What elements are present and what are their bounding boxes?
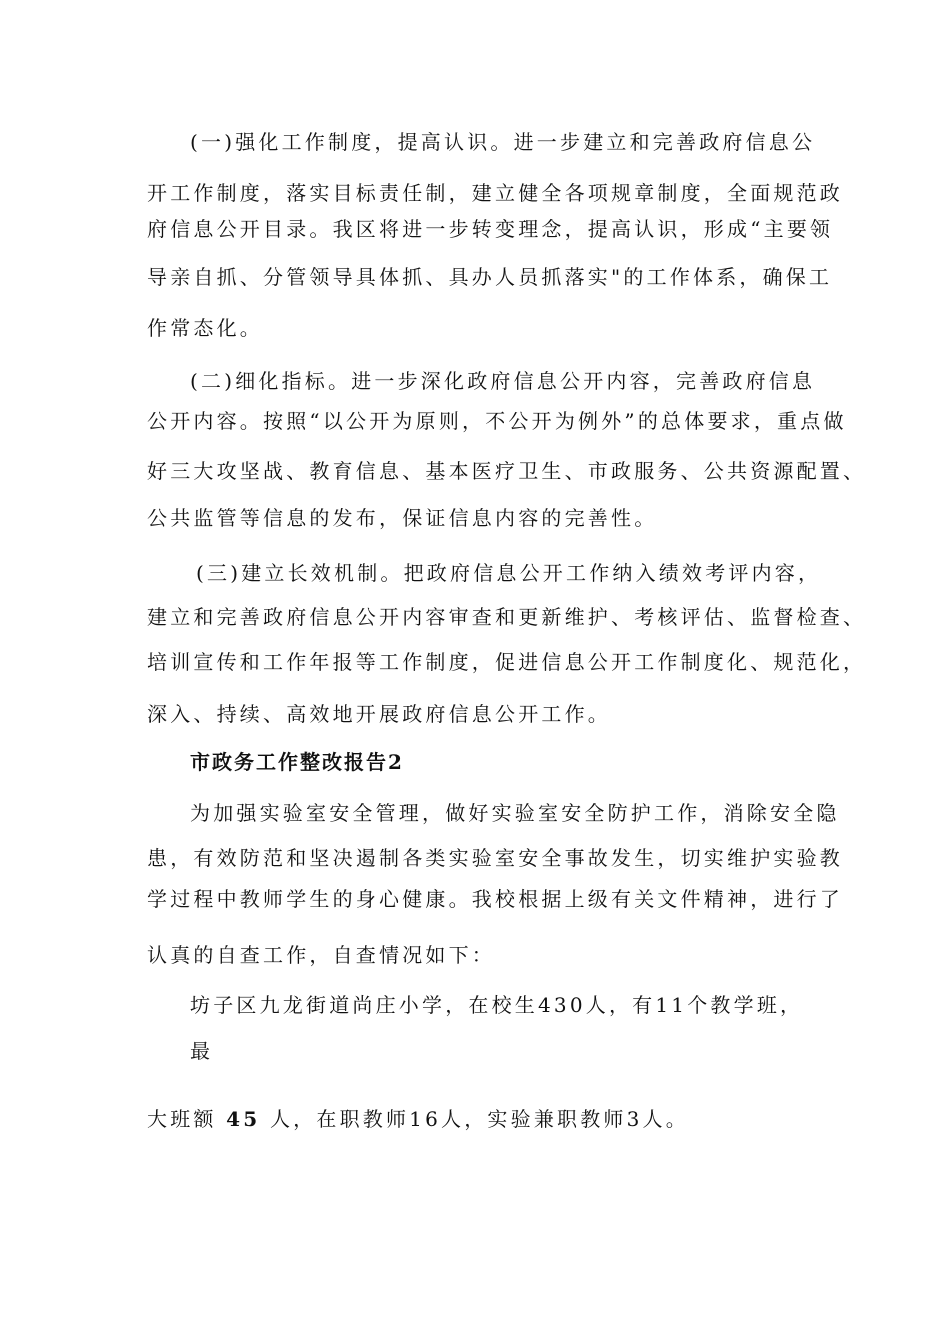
paragraph-1-line-2: 开工作制度，落实目标责任制，建立健全各项规章制度，全面规范政: [147, 181, 843, 205]
paragraph-1-line-1: (一)强化工作制度，提高认识。进一步建立和完善政府信息公: [190, 130, 816, 154]
paragraph-1-line-3: 府信息公开目录。我区将进一步转变理念，提高认识，形成“主要领: [147, 217, 834, 241]
paragraph-5-line-2: 最: [190, 1039, 214, 1063]
paragraph-3-line-3: 培训宣传和工作年报等工作制度，促进信息公开工作制度化、规范化，: [147, 650, 867, 674]
paragraph-1-line-4: 导亲自抓、分管领导具体抓、具办人员抓落实"的工作体系，确保工: [147, 265, 833, 289]
paragraph-3-line-2: 建立和完善政府信息公开内容审查和更新维护、考核评估、监督检查、: [147, 605, 867, 629]
paragraph-4-line-3: 学过程中教师学生的身心健康。我校根据上级有关文件精神，进行了: [147, 887, 843, 911]
paragraph-4-line-1: 为加强实验室安全管理，做好实验室安全防护工作，消除安全隐: [190, 801, 840, 825]
paragraph-4-line-2: 患，有效防范和坚决遏制各类实验室安全事故发生，切实维护实验教: [147, 846, 843, 870]
paragraph-3-line-1: (三)建立长效机制。把政府信息公开工作纳入绩效考评内容，: [196, 561, 822, 585]
paragraph-2-line-1: (二)细化指标。进一步深化政府信息公开内容，完善政府信息: [190, 369, 816, 393]
paragraph-5-line-3-suffix: 人，在职教师16人，实验兼职教师3人。: [260, 1107, 689, 1131]
paragraph-2-line-3: 好三大攻坚战、教育信息、基本医疗卫生、市政服务、公共资源配置、: [147, 459, 867, 483]
paragraph-1-line-5: 作常态化。: [147, 316, 263, 340]
paragraph-5-line-3-prefix: 大班额: [147, 1107, 227, 1131]
paragraph-3-line-4: 深入、持续、高效地开展政府信息公开工作。: [147, 702, 611, 726]
paragraph-5-line-1: 坊子区九龙街道尚庄小学，在校生430人，有11个教学班，: [190, 993, 804, 1017]
paragraph-2-line-2: 公开内容。按照“以公开为原则，不公开为例外”的总体要求，重点做: [147, 409, 847, 433]
paragraph-4-line-4: 认真的自查工作，自查情况如下：: [147, 943, 495, 967]
paragraph-2-line-4: 公共监管等信息的发布，保证信息内容的完善性。: [147, 506, 658, 530]
class-size-number: 45: [226, 1107, 261, 1131]
section-heading: 市政务工作整改报告2: [190, 750, 404, 774]
paragraph-5-line-3: [147, 1099, 867, 1139]
